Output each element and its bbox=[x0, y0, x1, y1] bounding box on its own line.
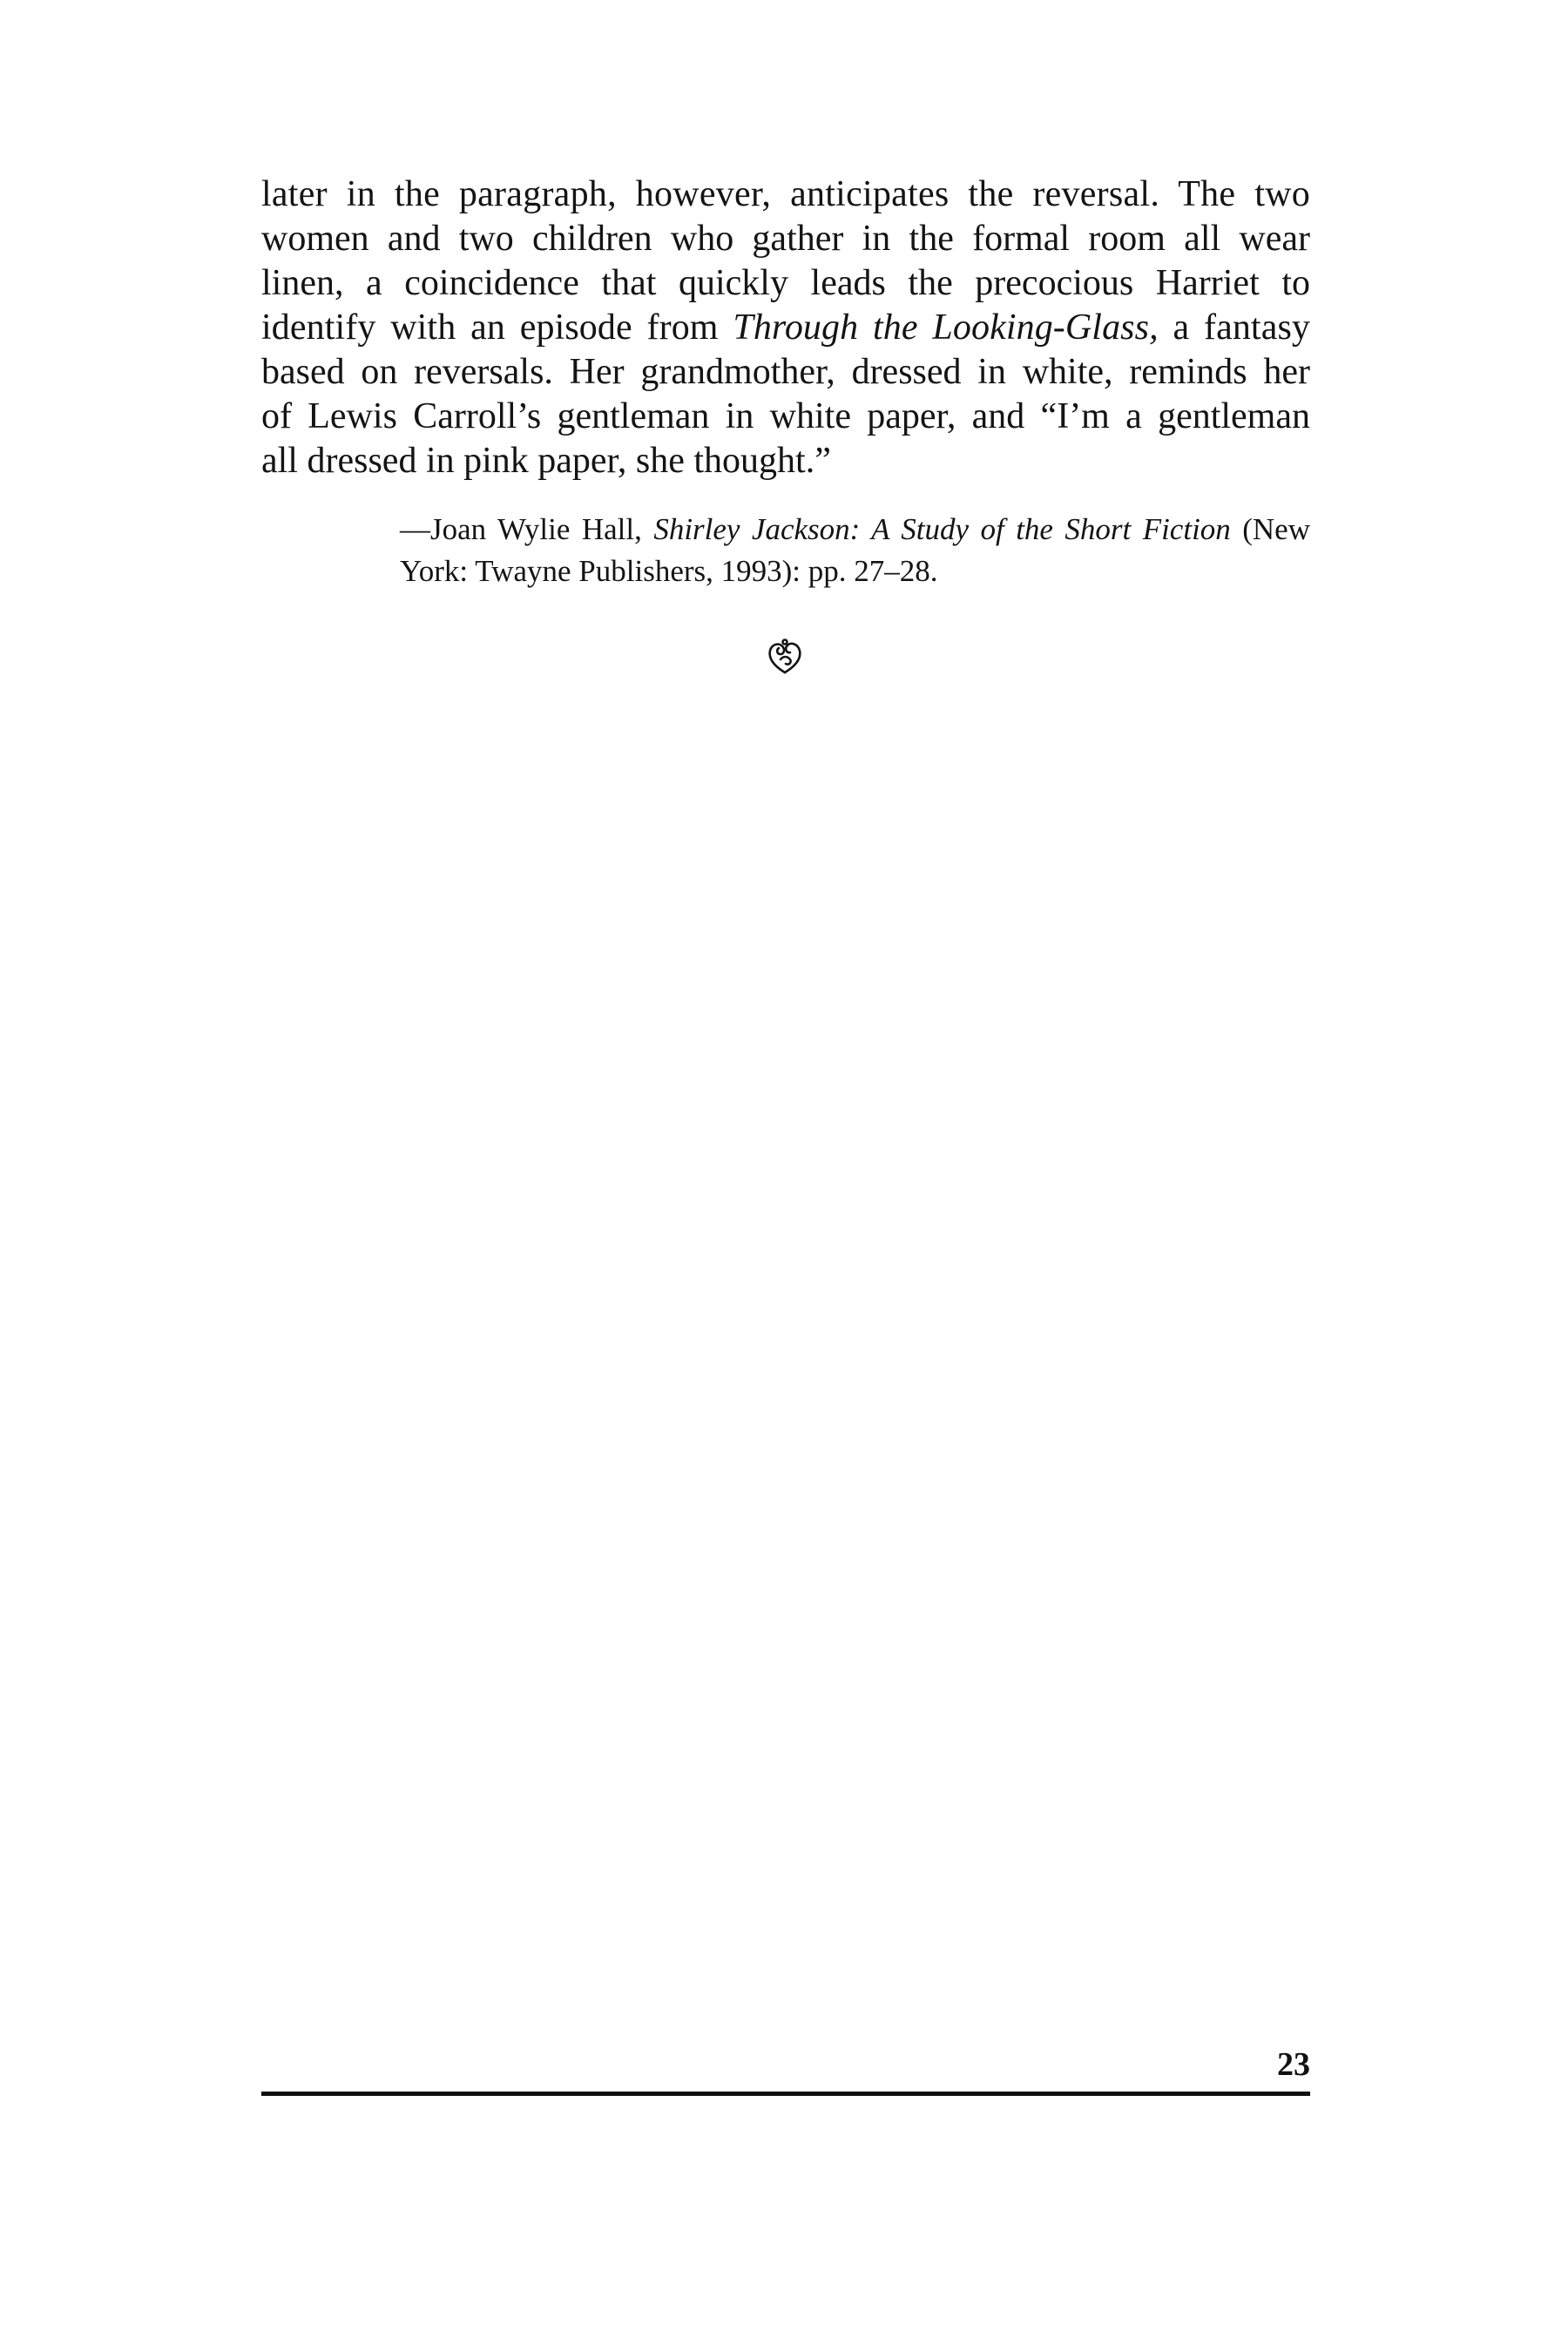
body-line: women and two children who gather in the formal room all wear bbox=[261, 219, 1310, 259]
body-paragraph bbox=[261, 172, 1310, 483]
citation-author: —Joan Wylie Hall, bbox=[400, 512, 654, 546]
book-title-italic: Through the Looking-Glass, bbox=[733, 308, 1159, 348]
citation-line: York: Twayne Publishers, 1993): pp. 27–28. bbox=[400, 554, 938, 588]
body-line: based on reversals. Her grandmother, dressed in white, reminds her bbox=[261, 352, 1310, 392]
fleuron-ornament-icon bbox=[763, 634, 807, 678]
page-number: 23 bbox=[1277, 2046, 1310, 2083]
body-line: of Lewis Carroll’s gentleman in white paper, and “I’m a gentleman bbox=[261, 396, 1310, 436]
citation-title: Shirley Jackson: A Study of the Short Fiction bbox=[653, 512, 1231, 546]
citation bbox=[400, 509, 1310, 592]
body-line: later in the paragraph, however, anticipates the reversal. The two bbox=[261, 174, 1310, 214]
body-line: linen, a coincidence that quickly leads the precocious Harriet to bbox=[261, 263, 1310, 303]
citation-line bbox=[400, 509, 1310, 551]
body-line bbox=[261, 306, 1310, 350]
body-text-segment: identify with an episode from bbox=[261, 308, 733, 348]
citation-place: (New bbox=[1230, 512, 1310, 546]
footer-rule bbox=[261, 2092, 1310, 2096]
body-line: all dressed in pink paper, she thought.” bbox=[261, 441, 831, 481]
body-text-segment: a fantasy bbox=[1158, 308, 1310, 348]
